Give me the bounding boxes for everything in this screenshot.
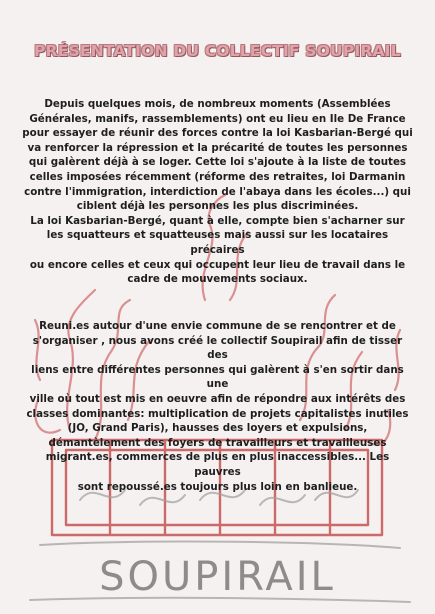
paragraph-line: classes dominantes: multiplication de projets capitalistes inutiles: [26, 407, 409, 420]
intro-paragraph: [22, 97, 413, 287]
paragraph-line: ciblent déjà les personnes les plus discriminées.: [76, 200, 359, 213]
paragraph-line: migrant.es, commerces de plus en plus inaccessibles... Les pauvres: [45, 451, 390, 478]
paragraph-line: (JO, Grand Paris), hausses des loyers et expulsions,: [67, 422, 368, 435]
paragraph-line: contre l'immigration, interdiction de l'abaya dans les écoles...) qui: [24, 185, 411, 198]
page-title: PRÉSENTATION DU COLLECTIF SOUPIRAIL: [34, 42, 401, 60]
paragraph-line: Depuis quelques mois, de nombreux moments (Assemblées: [44, 98, 391, 110]
paragraph-line: La loi Kasbarian-Bergé, quant à elle, compte bien s'acharner sur: [30, 214, 405, 227]
paragraph-line: sont repoussé.es toujours plus loin en banlieue.: [77, 480, 358, 493]
paragraph-line: va renforcer la répression et la précarité de toutes les personnes: [27, 141, 408, 154]
collective-paragraph: [22, 319, 413, 494]
paragraph-line: celles imposées récemment (réforme des retraites, loi Darmanin: [29, 170, 406, 183]
paragraph-line: ville où tout est mis en oeuvre afin de répondre aux intérêts des: [29, 392, 406, 405]
paragraph-line: démantèlement des foyers de travailleurs et travailleuses: [48, 436, 387, 449]
paragraph-line: s'organiser , nous avons créé le collectif Soupirail afin de tisser des: [32, 334, 403, 362]
paragraph-line: pour essayer de réunir des forces contre la loi Kasbarian-Bergé qui: [22, 127, 413, 140]
paragraph-line: ou encore celles et ceux qui occupent leur lieu de travail dans le: [29, 258, 406, 271]
paragraph-line: qui galèrent déjà à se loger. Cette loi s'ajoute à la liste de toutes: [28, 156, 407, 169]
logo-wordmark: SOUPIRAIL: [99, 554, 336, 600]
paragraph-line: cadre de mouvements sociaux.: [127, 273, 308, 286]
paragraph-line: Générales, manifs, rassemblements) ont eu lieu en Ile De France: [29, 112, 406, 125]
paragraph-line: Reuni.es autour d'une envie commune de se rencontrer et de: [39, 320, 396, 332]
paragraph-line: liens entre différentes personnes qui galèrent à s'en sortir dans une: [31, 363, 404, 391]
paragraph-line: les squatteurs et squatteuses mais aussi sur les locataires précaires: [46, 229, 389, 256]
